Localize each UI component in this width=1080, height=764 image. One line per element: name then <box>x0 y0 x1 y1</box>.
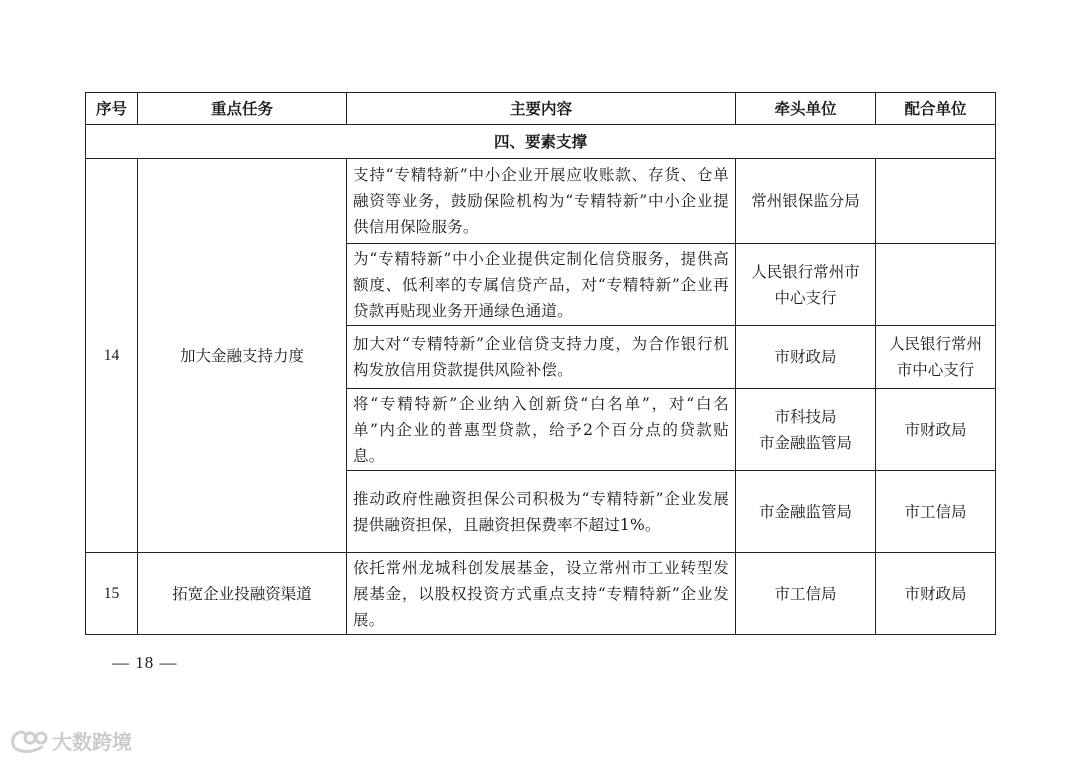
content-cell: 支持“专精特新”中小企业开展应收账款、存货、仓单融资等业务，鼓励保险机构为“专精特新”中小企业提供信用保险服务。 <box>347 159 736 244</box>
content-cell: 依托常州龙城科创发展基金，设立常州市工业转型发展基金，以股权投资方式重点支持“专精特新”企业发展。 <box>347 553 736 635</box>
lead-unit-cell: 人民银行常州市中心支行 <box>736 244 876 326</box>
content-cell: 为“专精特新”中小企业提供定制化信贷服务，提供高额度、低利率的专属信贷产品，对“专精特新”企业再贷款再贴现业务开通绿色通道。 <box>347 244 736 326</box>
lead-unit-cell: 市财政局 <box>736 326 876 389</box>
support-unit-cell: 市财政局 <box>876 553 996 635</box>
lead-unit-cell: 市工信局 <box>736 553 876 635</box>
content-cell: 将“专精特新”企业纳入创新贷“白名单”，对“白名单”内企业的普惠型贷款，给予2个百分点的贷款贴息。 <box>347 389 736 471</box>
header-index: 序号 <box>86 93 138 125</box>
watermark <box>8 726 132 755</box>
support-unit-cell: 市工信局 <box>876 471 996 553</box>
section-title: 四、要素支撑 <box>86 125 996 159</box>
support-unit-cell <box>876 244 996 326</box>
brand-logo-icon <box>8 727 48 755</box>
watermark-text: 大数跨境 <box>52 730 132 754</box>
task-table <box>85 92 996 635</box>
section-row <box>86 125 996 159</box>
table-row <box>86 159 996 244</box>
support-unit-cell <box>876 159 996 244</box>
header-content: 主要内容 <box>347 93 736 125</box>
header-lead-unit: 牵头单位 <box>736 93 876 125</box>
header-task: 重点任务 <box>138 93 347 125</box>
support-unit-cell: 市财政局 <box>876 389 996 471</box>
support-unit-cell: 人民银行常州市中心支行 <box>876 326 996 389</box>
task-name: 加大金融支持力度 <box>138 159 347 553</box>
table-header-row <box>86 93 996 125</box>
header-support-unit: 配合单位 <box>876 93 996 125</box>
row-number: 15 <box>86 553 138 635</box>
page-number: — 18 — <box>112 653 178 672</box>
lead-unit-cell: 常州银保监分局 <box>736 159 876 244</box>
lead-unit-cell: 市科技局 市金融监管局 <box>736 389 876 471</box>
row-number: 14 <box>86 159 138 553</box>
content-cell: 推动政府性融资担保公司积极为“专精特新”企业发展提供融资担保，且融资担保费率不超过1%。 <box>347 471 736 553</box>
task-name: 拓宽企业投融资渠道 <box>138 553 347 635</box>
content-cell: 加大对“专精特新”企业信贷支持力度，为合作银行机构发放信用贷款提供风险补偿。 <box>347 326 736 389</box>
table-row <box>86 553 996 635</box>
lead-unit-cell: 市金融监管局 <box>736 471 876 553</box>
